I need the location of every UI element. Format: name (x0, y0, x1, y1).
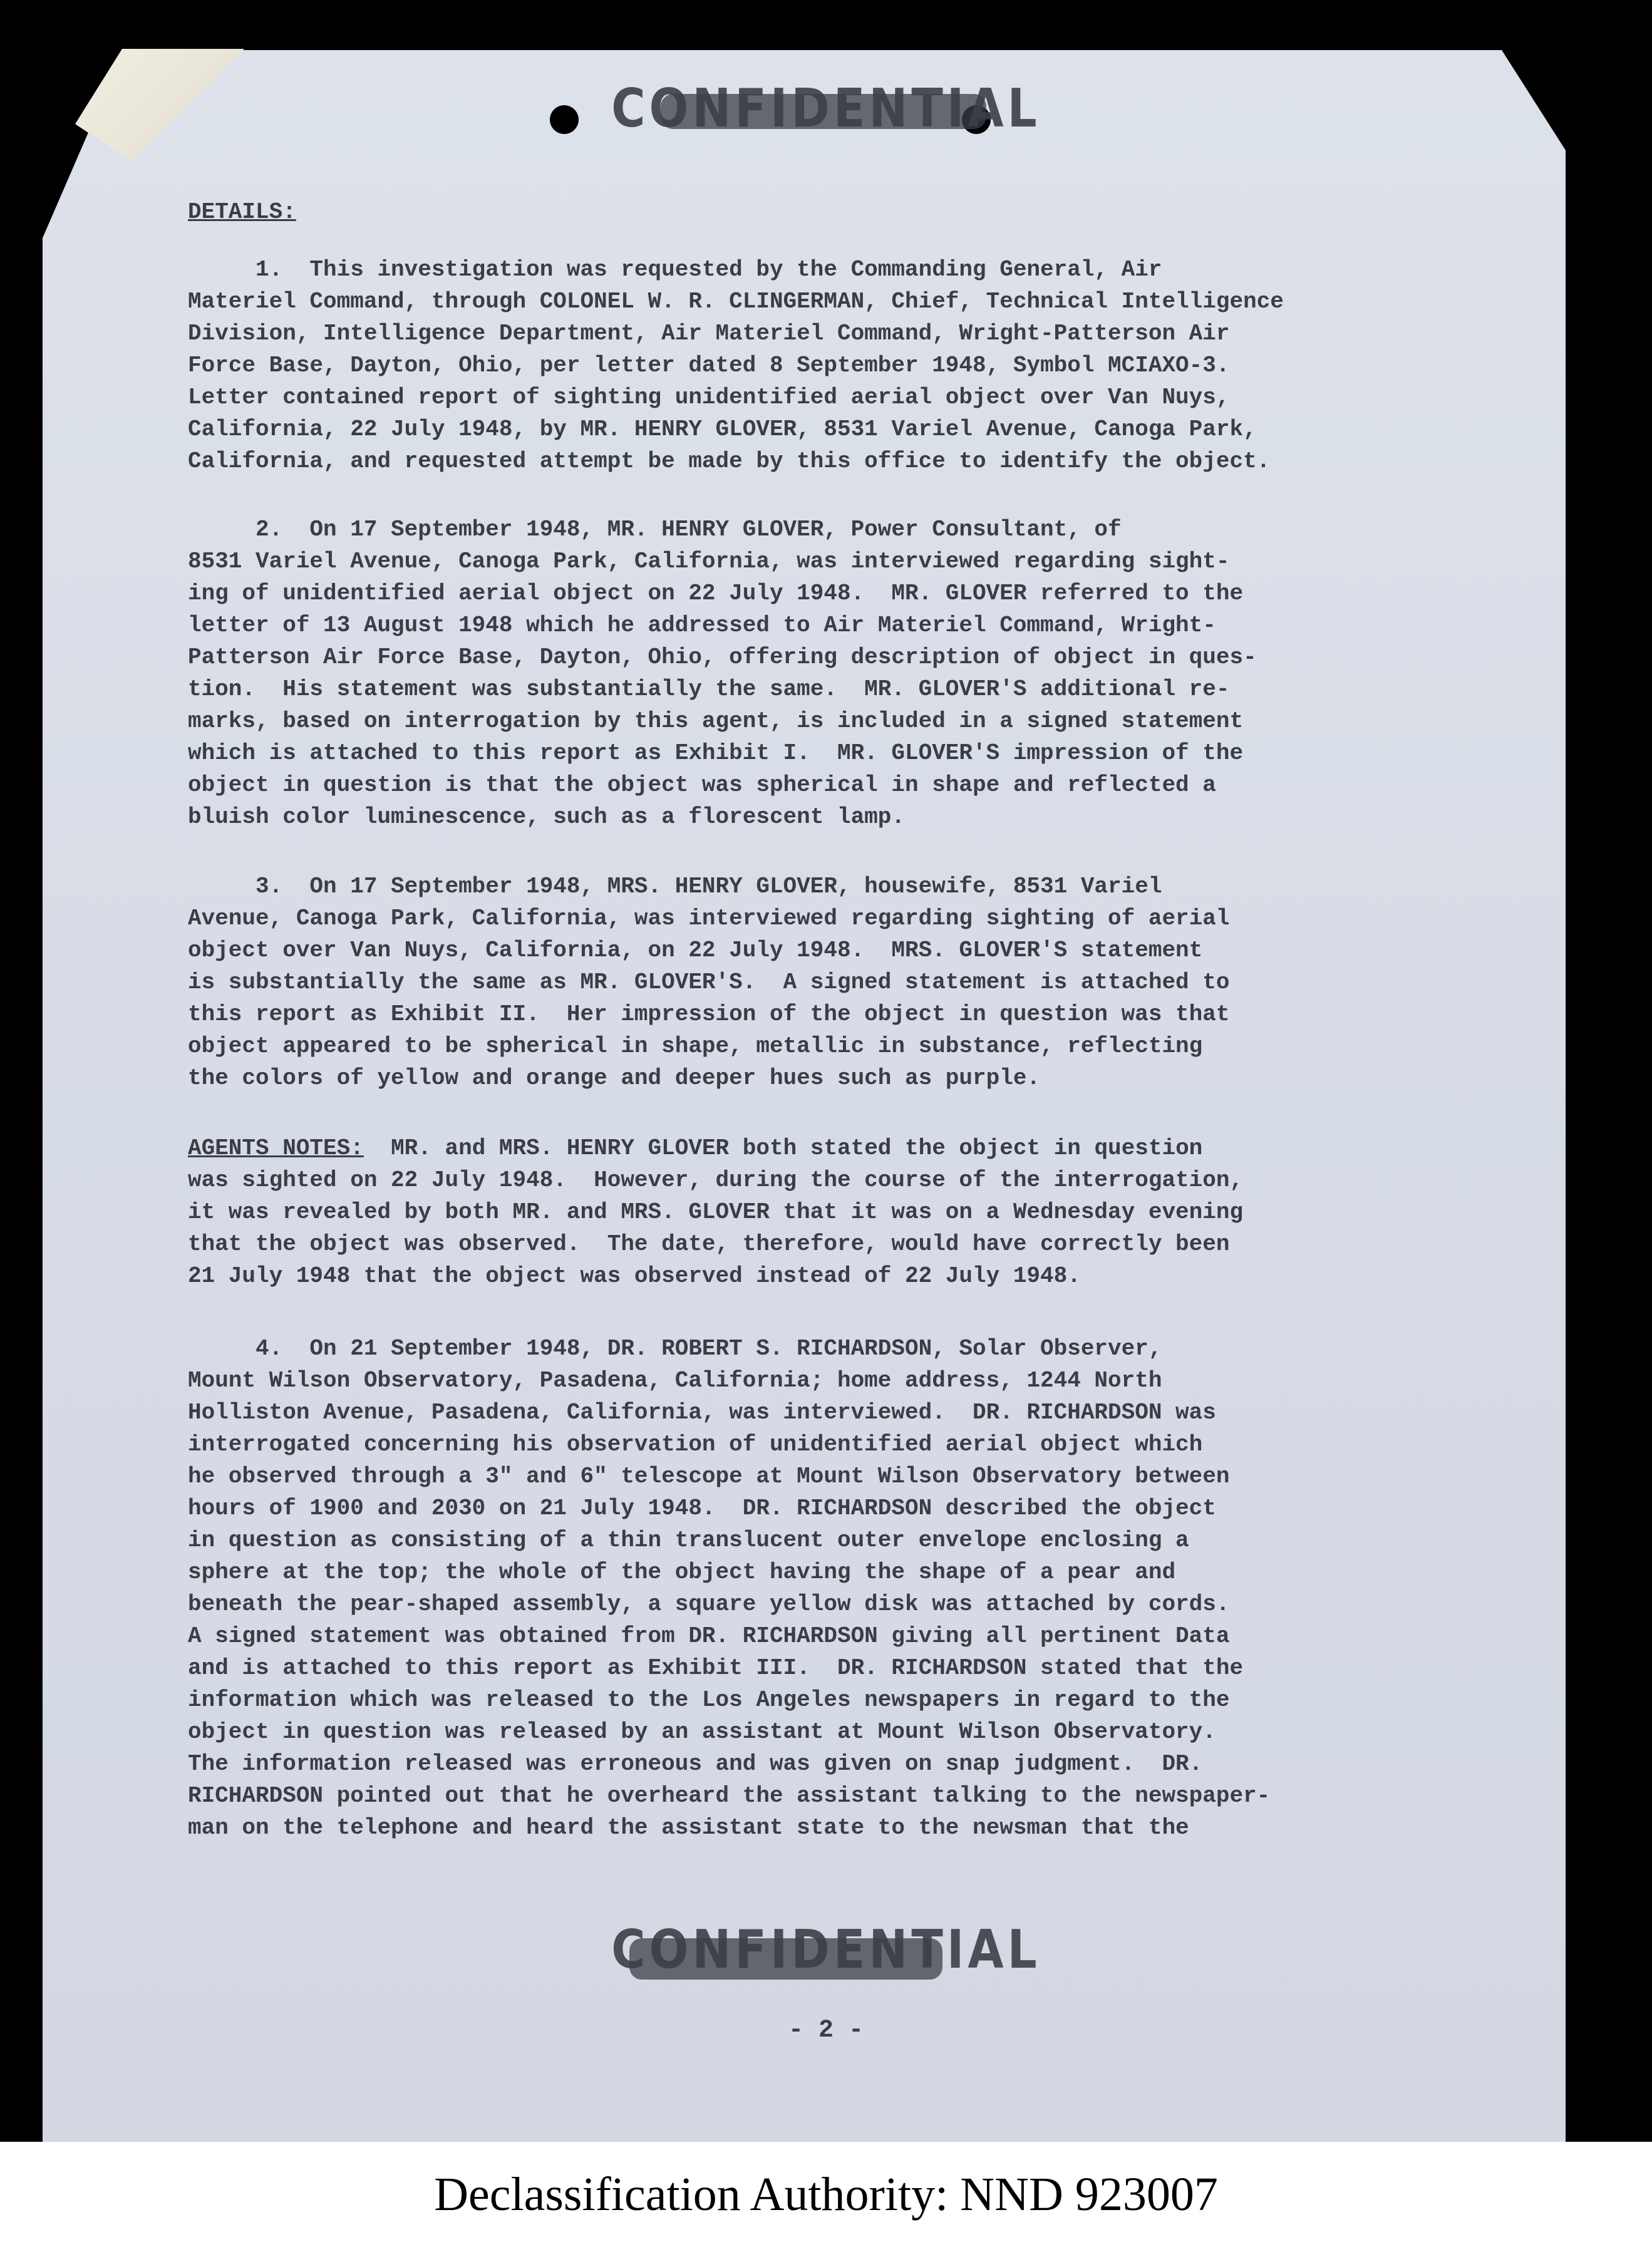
text-line: 3. On 17 September 1948, MRS. HENRY GLOVER, housewife, 8531 Variel (188, 874, 1162, 899)
text-line: man on the telephone and heard the assistant state to the newsman that the (188, 1815, 1189, 1841)
text-line: 4. On 21 September 1948, DR. ROBERT S. RICHARDSON, Solar Observer, (188, 1336, 1162, 1361)
text-line: 2. On 17 September 1948, MR. HENRY GLOVER, Power Consultant, of (188, 517, 1122, 542)
text-line: Letter contained report of sighting unidentified aerial object over Van Nuys, (188, 385, 1230, 410)
agents-notes-label: AGENTS NOTES: (188, 1135, 364, 1161)
text-line: it was revealed by both MR. and MRS. GLOVER that it was on a Wednesday evening (188, 1199, 1244, 1225)
text-line: Avenue, Canoga Park, California, was interviewed regarding sighting of aerial (188, 906, 1230, 931)
agents-notes-first-line: MR. and MRS. HENRY GLOVER both stated the object in question (363, 1135, 1203, 1161)
text-line: letter of 13 August 1948 which he addressed to Air Materiel Command, Wright- (188, 612, 1216, 638)
text-line: information which was released to the Los Angeles newspapers in regard to the (188, 1687, 1230, 1713)
text-line: 1. This investigation was requested by the Commanding General, Air (188, 257, 1162, 282)
text-line: Mount Wilson Observatory, Pasadena, California; home address, 1244 North (188, 1368, 1162, 1393)
paragraph-2 (188, 514, 1515, 833)
text-line: ing of unidentified aerial object on 22 July 1948. MR. GLOVER referred to the (188, 581, 1244, 606)
text-line: marks, based on interrogation by this agent, is included in a signed statement (188, 708, 1244, 734)
text-line: that the object was observed. The date, therefore, would have correctly been (188, 1231, 1230, 1257)
text-line: sphere at the top; the whole of the object having the shape of a pear and (188, 1559, 1176, 1585)
declassification-footer: Declassification Authority: NND 923007 (0, 2142, 1652, 2247)
paragraph-1 (188, 254, 1515, 477)
text-line: in question as consisting of a thin translucent outer envelope enclosing a (188, 1527, 1189, 1553)
text-line: he observed through a 3" and 6" telescope at Mount Wilson Observatory between (188, 1464, 1230, 1489)
text-line: Division, Intelligence Department, Air Materiel Command, Wright-Patterson Air (188, 321, 1230, 346)
text-line: RICHARDSON pointed out that he overheard the assistant talking to the newspaper- (188, 1783, 1271, 1809)
text-line: hours of 1900 and 2030 on 21 July 1948. DR. RICHARDSON described the object (188, 1495, 1216, 1521)
text-line: object in question was released by an assistant at Mount Wilson Observatory. (188, 1719, 1216, 1745)
details-heading: DETAILS: (188, 199, 296, 225)
text-line: Materiel Command, through COLONEL W. R. CLINGERMAN, Chief, Technical Intelligence (188, 289, 1284, 314)
text-line: was sighted on 22 July 1948. However, during the course of the interrogation, (188, 1167, 1244, 1193)
text-line: object in question is that the object was spherical in shape and reflected a (188, 772, 1216, 798)
agents-notes (188, 1132, 1515, 1292)
text-line: object over Van Nuys, California, on 22 July 1948. MRS. GLOVER'S statement (188, 938, 1203, 963)
text-line: interrogated concerning his observation of unidentified aerial object which (188, 1432, 1203, 1457)
text-line: which is attached to this report as Exhibit I. MR. GLOVER'S impression of the (188, 740, 1244, 766)
text-line: object appeared to be spherical in shape, metallic in substance, reflecting (188, 1033, 1203, 1059)
text-line: A signed statement was obtained from DR. RICHARDSON giving all pertinent Data (188, 1623, 1230, 1649)
text-line: is substantially the same as MR. GLOVER'S. A signed statement is attached to (188, 969, 1230, 995)
text-line: 21 July 1948 that the object was observed instead of 22 July 1948. (188, 1263, 1081, 1289)
text-line: beneath the pear-shaped assembly, a square yellow disk was attached by cords. (188, 1591, 1230, 1617)
text-line: Force Base, Dayton, Ohio, per letter dated 8 September 1948, Symbol MCIAXO-3. (188, 353, 1230, 378)
page-number: - 2 - (788, 2017, 864, 2045)
text-line: Patterson Air Force Base, Dayton, Ohio, offering description of object in ques- (188, 644, 1257, 670)
confidential-stamp-top: CONFIDENTIAL (611, 77, 1041, 140)
text-line: Holliston Avenue, Pasadena, California, was interviewed. DR. RICHARDSON was (188, 1400, 1216, 1425)
confidential-stamp-bottom: CONFIDENTIAL (611, 1918, 1041, 1981)
text-line: California, and requested attempt be made by this office to identify the object. (188, 448, 1271, 474)
text-line: tion. His statement was substantially the same. MR. GLOVER'S additional re- (188, 676, 1230, 702)
text-line: and is attached to this report as Exhibit III. DR. RICHARDSON stated that the (188, 1655, 1244, 1681)
text-line: the colors of yellow and orange and deeper hues such as purple. (188, 1065, 1041, 1091)
paragraph-4 (188, 1333, 1515, 1844)
text-line: this report as Exhibit II. Her impression of the object in question was that (188, 1001, 1230, 1027)
text-line: The information released was erroneous and was given on snap judgment. DR. (188, 1751, 1203, 1777)
text-line: California, 22 July 1948, by MR. HENRY GLOVER, 8531 Variel Avenue, Canoga Park, (188, 416, 1257, 442)
paragraph-3 (188, 870, 1515, 1094)
text-line: bluish color luminescence, such as a florescent lamp. (188, 804, 905, 830)
text-line: 8531 Variel Avenue, Canoga Park, California, was interviewed regarding sight- (188, 549, 1230, 574)
